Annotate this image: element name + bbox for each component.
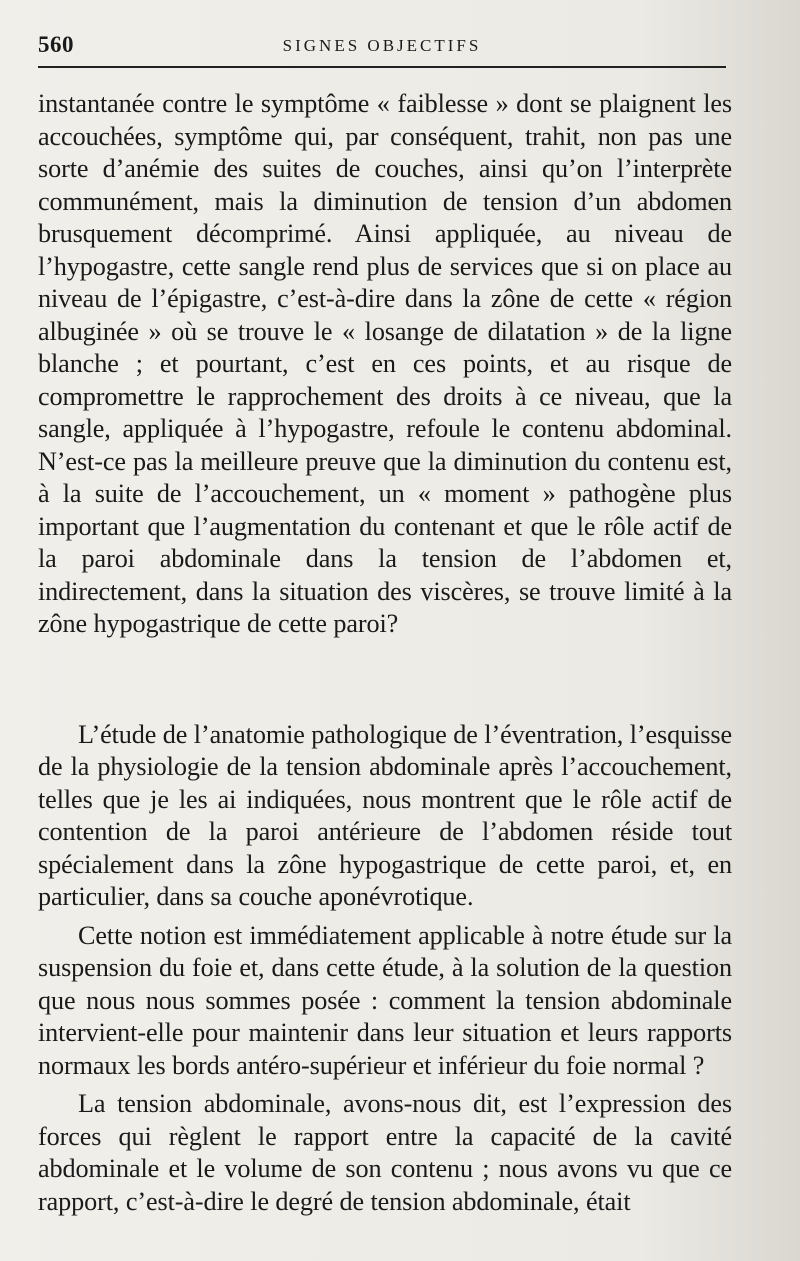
paragraph: instantanée contre le symptôme « faiblesse » dont se plaignent les accouchées, symptôme qui, par conséquent, trahit, non pas une sorte d’anémie des suites de couches, ainsi qu’on l’interprète communément, mais la diminution de tension d’un abdomen brusquement décomprimé. Ainsi appliquée, au niveau de l’hypogastre, cette sangle rend plus de services que si on place au niveau de l’épigastre, c’est-à-dire dans la zône de cette « région albuginée » où se trouve le « losange de dilatation » de la ligne blanche ; et pourtant, c’est en ces points, et au risque de compromettre le rapprochement des droits à ce niveau, que la sangle, appliquée à l’hypogastre, refoule le contenu abdominal. N’est-ce pas la meilleure preuve que la diminution du contenu est, à la suite de l’accouchement, un « moment » pathogène plus important que l’augmentation du contenant et que le rôle actif de la paroi abdominale dans la tension de l’abdomen et, indirectement, dans la situation des viscères, se trouve limité à la zône hypogastrique de cette paroi? [38,89,732,638]
paragraph: La tension abdominale, avons-nous dit, est l’expression des forces qui règlent le rapport entre la capacité de la cavité abdominale et le volume de son contenu ; nous avons vu que ce rapport, c’est-à-dire le degré de tension abdominale, était [38,1089,732,1216]
paragraph: Cette notion est immédiatement applicable à notre étude sur la suspension du foie et, dans cette étude, à la solution de la question que nous nous sommes posée : comment la tension abdominale intervient-elle pour maintenir dans leur situation et leurs rapports normaux les bords antéro-supérieur et inférieur du foie normal ? [38,920,732,1080]
page-header [38,30,726,62]
page-number: 560 [38,32,74,57]
paragraph: L’étude de l’anatomie pathologique de l’éventration, l’esquisse de la physiologie de la tension abdominale après l’accouchement, telles que je les ai indiquées, nous montrent que le rôle actif de contention de la paroi antérieure de l’abdomen réside tout spécialement dans la zône hypogastrique de cette paroi, et, en particulier, dans sa couche aponévrotique. [38,719,732,911]
header-rule [38,66,726,68]
body-text [38,88,732,1218]
running-title: SIGNES OBJECTIFS [282,36,482,55]
